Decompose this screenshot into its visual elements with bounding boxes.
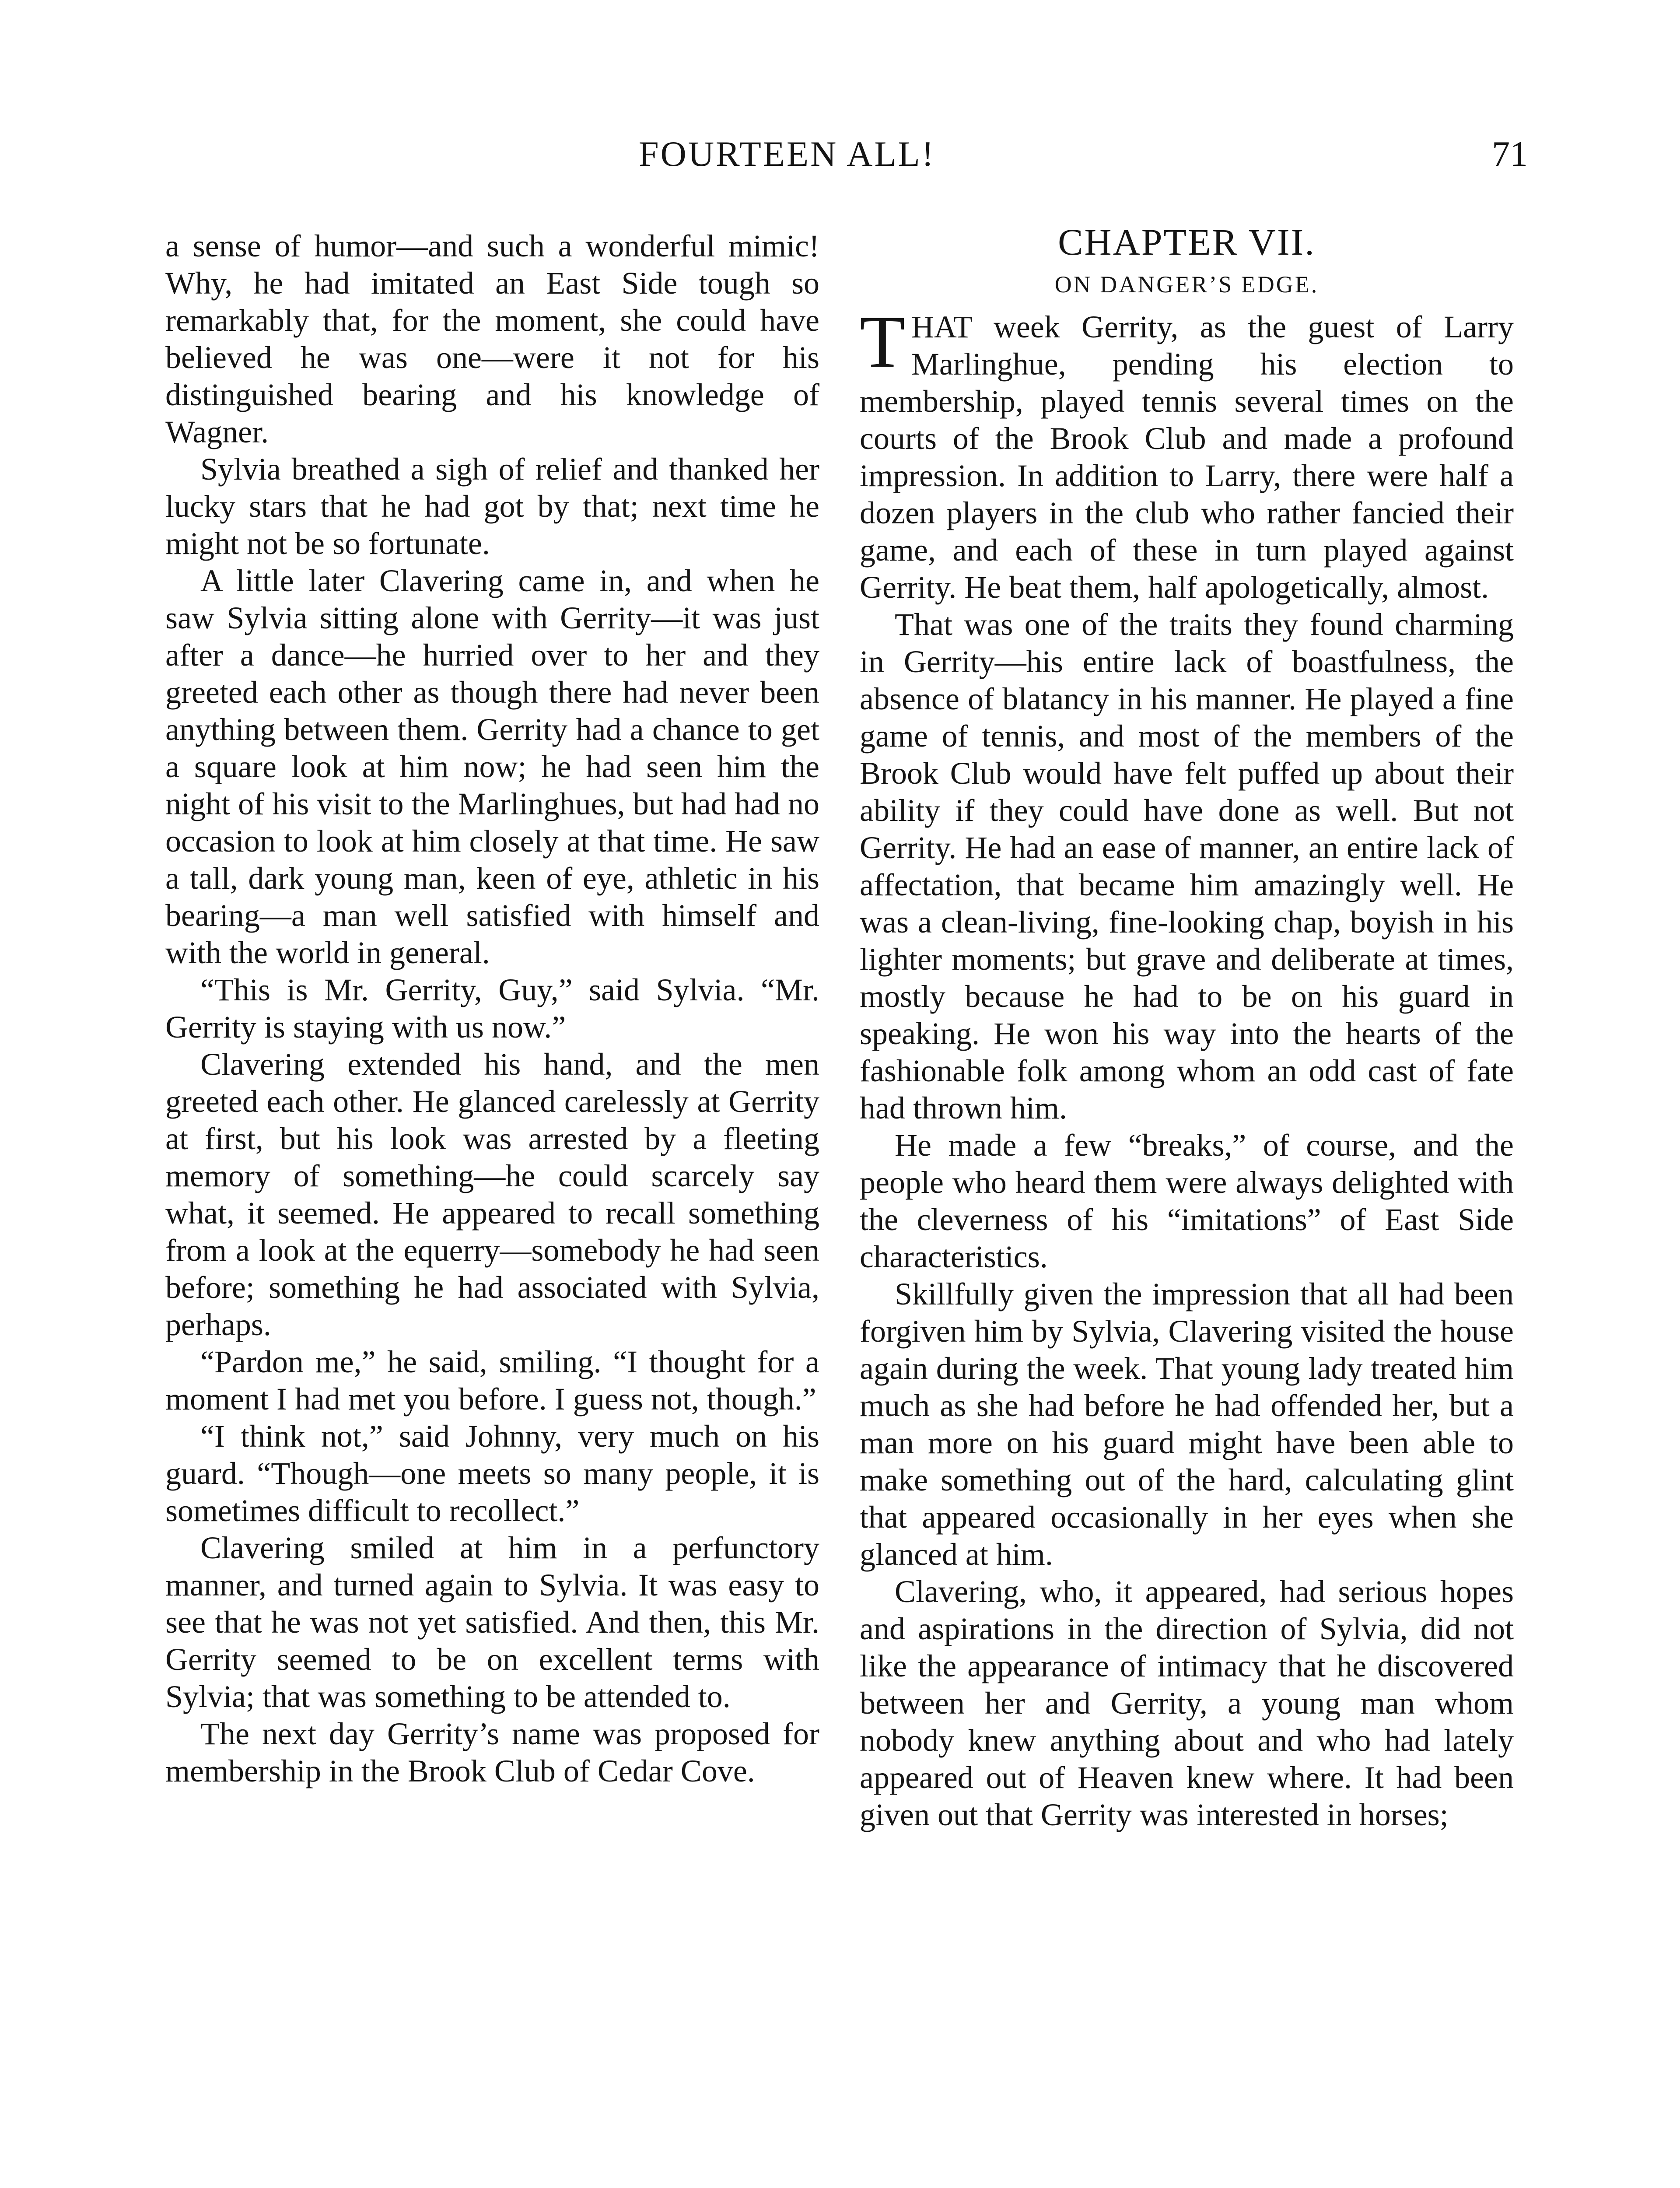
paragraph: a sense of humor—and such a wonderful mimic! Why, he had imitated an East Side tough so remarkably that, for the moment, she could have believed he was one—were it not for his distinguished bearing and his knowledge of Wagner. bbox=[165, 228, 819, 449]
drop-cap: T bbox=[860, 301, 905, 383]
opening-paragraph-text: HAT week Gerrity, as the guest of Larry Marlinghue, pending his election to membership, played tennis several times on the courts of the Brook Club and made a profound impression. In addition to Larry, there were half a dozen players in the club who rather fancied their game, and each of these in turn played against Gerrity. He beat them, half apologetically, almost. bbox=[860, 309, 1514, 605]
opening-paragraph bbox=[860, 301, 1514, 606]
paragraph: Clavering, who, it appeared, had serious hopes and aspirations in the direction of Sylvia, did not like the appearance of intimacy that he discovered between her and Gerrity, a young man whom nobody knew anything about and who had lately appeared out of Heaven knew where. It had been given out that Gerrity was interested in horses; bbox=[860, 1574, 1514, 1832]
paragraph: The next day Gerrity’s name was proposed for membership in the Brook Club of Cedar Cove. bbox=[165, 1716, 819, 1788]
chapter-subtitle: ON DANGER’S EDGE. bbox=[1054, 271, 1319, 298]
paragraph: That was one of the traits they found charming in Gerrity—his entire lack of boastfulness, the absence of blatancy in his manner. He played a fine game of tennis, and most of the members of the Brook Club would have felt puffed up about their ability if they could have done as well. But not Gerrity. He had an ease of manner, an entire lack of affectation, that became him amazingly well. He was a clean-living, fine-looking chap, boyish in his lighter moments; but grave and deliberate at times, mostly because he had to be on his guard in speaking. He won his way into the hearts of the fashionable folk among whom an odd cast of fate had thrown him. bbox=[860, 607, 1514, 1126]
paragraph: Skillfully given the impression that all had been forgiven him by Sylvia, Clavering visited the house again during the week. That young lady treated him much as she had before he had offended her, but a man more on his guard might have been able to make something out of the hard, calculating glint that appeared occasionally in her eyes when she glanced at him. bbox=[860, 1276, 1514, 1572]
paragraph: “I think not,” said Johnny, very much on his guard. “Though—one meets so many people, it is sometimes difficult to recollect.” bbox=[165, 1419, 819, 1528]
paragraph: Clavering extended his hand, and the men greeted each other. He glanced carelessly at Gerrity at first, but his look was arrested by a fleeting memory of something—he could scarcely say what, it seemed. He appeared to recall something from a look at the equerry—somebody he had seen before; something he had associated with Sylvia, perhaps. bbox=[165, 1047, 819, 1342]
paragraph: Sylvia breathed a sigh of relief and thanked her lucky stars that he had got by that; next time he might not be so fortunate. bbox=[165, 452, 819, 561]
paragraph: A little later Clavering came in, and when he saw Sylvia sitting alone with Gerrity—it was just after a dance—he hurried over to her and they greeted each other as though there had never been anything between them. Gerrity had a chance to get a square look at him now; he had seen him the night of his visit to the Marlinghues, but had had no occasion to look at him closely at that time. He saw a tall, dark young man, keen of eye, athletic in his bearing—a man well satisfied with himself and with the world in general. bbox=[165, 563, 819, 970]
paragraph: Clavering smiled at him in a perfunctory manner, and turned again to Sylvia. It was easy to see that he was not yet satisfied. And then, this Mr. Gerrity seemed to be on excellent terms with Sylvia; that was something to be attended to. bbox=[165, 1530, 819, 1714]
left-column bbox=[165, 228, 819, 1790]
paragraph: “Pardon me,” he said, smiling. “I thought for a moment I had met you before. I guess not, though.” bbox=[165, 1344, 819, 1417]
running-head: FOURTEEN ALL! bbox=[639, 134, 935, 174]
paragraph: “This is Mr. Gerrity, Guy,” said Sylvia. “Mr. Gerrity is staying with us now.” bbox=[165, 972, 819, 1045]
page-number: 71 bbox=[1492, 134, 1528, 174]
paragraph: He made a few “breaks,” of course, and the people who heard them were always delighted with the cleverness of his “imitations” of East Side characteristics. bbox=[860, 1128, 1514, 1274]
chapter-title: CHAPTER VII. bbox=[1058, 221, 1316, 263]
right-column bbox=[860, 221, 1514, 1834]
